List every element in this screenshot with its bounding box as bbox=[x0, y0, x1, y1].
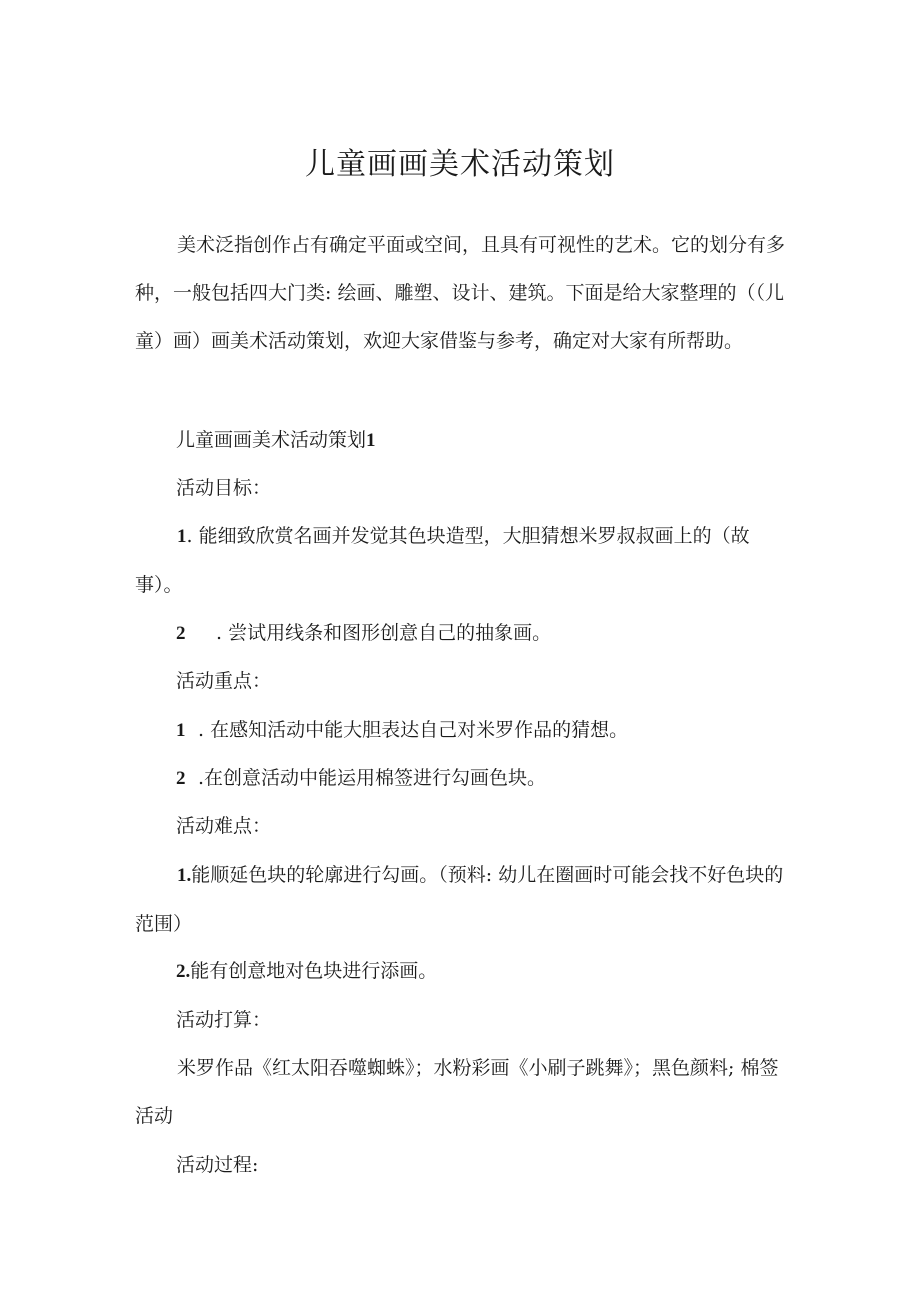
goal-1-number: 1 bbox=[177, 526, 187, 547]
key-2-item bbox=[176, 766, 546, 791]
intro-paragraph: 美术泛指创作占有确定平面或空间，且具有可视性的艺术。它的划分有多种，一般包括四大门类: 绘画、雕塑、设计、建筑。下面是给大家整理的（（儿童）画）画美术活动策划，欢迎大家借鉴与参考，确定对大家有所帮助。 bbox=[135, 234, 786, 352]
diff-1-item bbox=[135, 851, 790, 948]
key-1-text: . 在感知活动中能大胆表达自己对米罗作品的猜想。 bbox=[198, 719, 629, 741]
key-1-number: 1 bbox=[176, 720, 186, 741]
diff-2-item bbox=[176, 959, 437, 984]
prep-heading: 活动打算： bbox=[176, 1009, 272, 1031]
process-heading: 活动过程: bbox=[176, 1154, 259, 1176]
goal-2-item bbox=[176, 621, 551, 646]
section-heading-text: 儿童画画美术活动策划 bbox=[176, 429, 367, 451]
prep-paragraph: 米罗作品《红太阳吞噬蜘蛛》；水粉彩画《小刷子跳舞》；黑色颜料; 棉签活动 bbox=[135, 1057, 779, 1127]
key-2-number: 2 bbox=[176, 768, 186, 789]
key-2-text: .在创意活动中能运用棉签进行勾画色块。 bbox=[198, 767, 547, 789]
key-heading: 活动重点： bbox=[176, 670, 272, 692]
diff-2-text: 能有创意地对色块进行添画。 bbox=[190, 960, 438, 982]
difficulty-heading: 活动难点： bbox=[176, 815, 272, 837]
goals-heading: 活动目标： bbox=[176, 477, 272, 499]
goal-2-number: 2 bbox=[176, 623, 186, 644]
diff-2-number: 2. bbox=[176, 961, 191, 982]
goal-1-text: . 能细致欣赏名画并发觉其色块造型，大胆猜想米罗叔叔画上的（故事）。 bbox=[135, 525, 750, 596]
key-1-item bbox=[176, 718, 628, 743]
goal-2-text: . 尝试用线条和图形创意自己的抽象画。 bbox=[216, 622, 552, 644]
section-heading-number: 1 bbox=[366, 430, 376, 451]
section-heading bbox=[176, 428, 376, 453]
diff-1-text: 能顺延色块的轮廓进行勾画。（预料: 幼儿在圈画时可能会找不好色块的范围） bbox=[135, 864, 784, 935]
goal-1-item bbox=[135, 512, 790, 609]
document-title: 儿童画画美术活动策划 bbox=[305, 147, 615, 182]
diff-1-number: 1. bbox=[177, 865, 192, 886]
